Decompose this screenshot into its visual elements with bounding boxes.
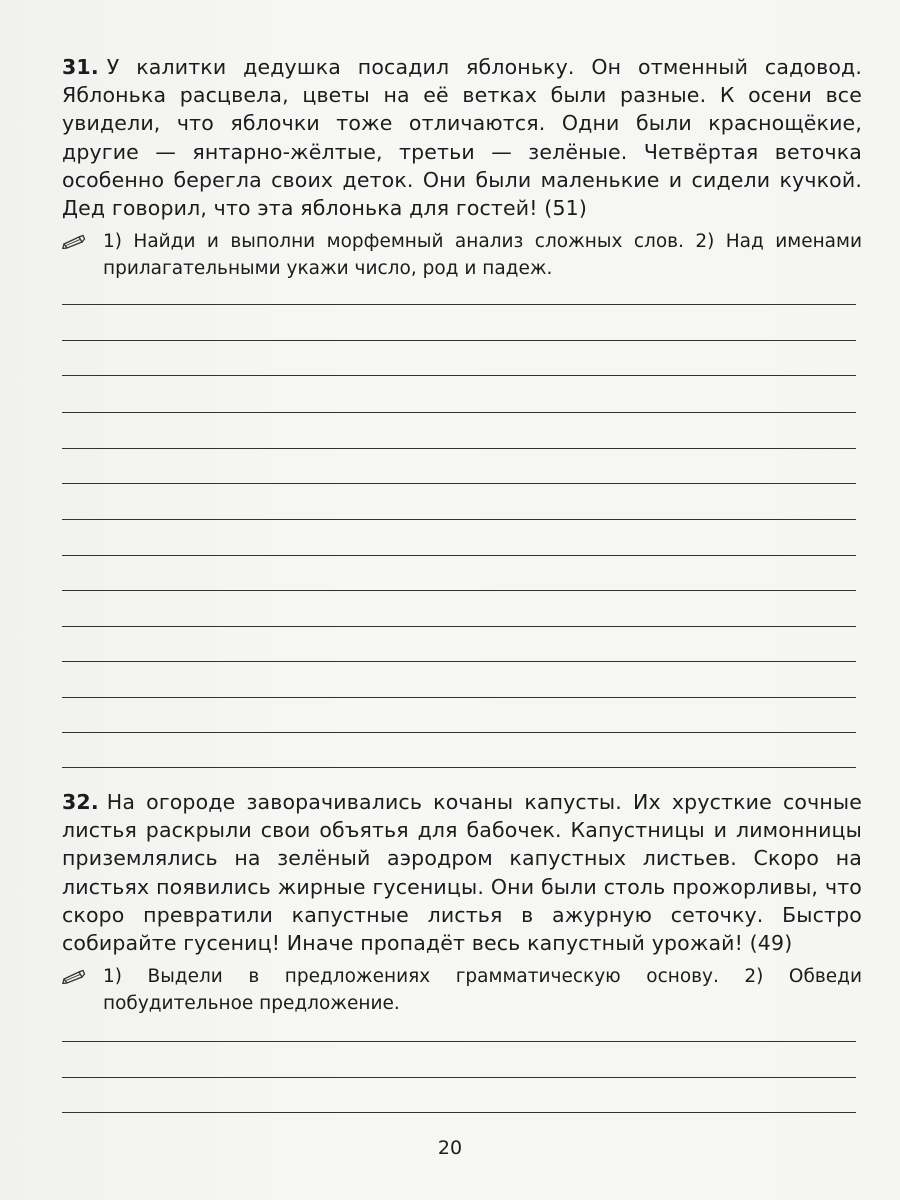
exercise-31 xyxy=(62,53,862,282)
exercise-32-number: 32. xyxy=(62,790,99,814)
exercise-31-number: 31. xyxy=(62,55,99,79)
writing-line[interactable] xyxy=(62,626,856,627)
writing-line[interactable] xyxy=(62,375,856,376)
exercise-32-task-text: 1) Выдели в предложениях грамматическую основу. 2) Обведи побудительное предложение. xyxy=(103,966,862,1015)
exercise-31-task-text: 1) Найди и выполни морфемный анализ сложных слов. 2) Над именами прилагательными укажи число, род и падеж. xyxy=(103,231,862,280)
exercise-32 xyxy=(62,788,862,1017)
writing-line[interactable] xyxy=(62,340,856,341)
writing-line[interactable] xyxy=(62,1077,856,1078)
exercise-31-body: У калитки дедушка посадил яблоньку. Он отменный садовод. Яблонька расцвела, цветы на её ветках были разные. К осени все увидели, что яблочки тоже отличаются. Одни были краснощёкие, другие — янтарно-жёлтые, третьи — зелёные. Четвёртая веточка особенно берегла своих деток. Они были маленькие и сидели кучкой. Дед говорил, что эта яблонька для гостей! (51) xyxy=(62,55,862,221)
writing-line[interactable] xyxy=(62,448,856,449)
writing-line[interactable] xyxy=(62,1041,856,1042)
pencil-icon xyxy=(62,233,86,249)
writing-line[interactable] xyxy=(62,483,856,484)
exercise-31-task xyxy=(62,228,862,282)
writing-line[interactable] xyxy=(62,555,856,556)
writing-line[interactable] xyxy=(62,412,856,413)
writing-line[interactable] xyxy=(62,732,856,733)
exercise-32-body: На огороде заворачивались кочаны капусты. Их хрусткие сочные листья раскрыли свои объятья для бабочек. Капустницы и лимонницы приземлялись на зелёный аэродром капустных листьев. Скоро на листьях появились жирные гусеницы. Они были столь прожорливы, что скоро превратили капустные листья в ажурную сеточку. Быстро собирайте гусениц! Иначе пропадёт весь капустный урожай! (49) xyxy=(62,790,862,956)
writing-line[interactable] xyxy=(62,661,856,662)
writing-line[interactable] xyxy=(62,1112,856,1113)
exercise-32-task xyxy=(62,963,862,1017)
writing-line[interactable] xyxy=(62,590,856,591)
writing-line[interactable] xyxy=(62,697,856,698)
writing-line[interactable] xyxy=(62,304,856,305)
page-number: 20 xyxy=(437,1137,463,1159)
exercise-32-text xyxy=(62,788,862,957)
exercise-31-text xyxy=(62,53,862,222)
writing-line[interactable] xyxy=(62,519,856,520)
pencil-icon xyxy=(62,968,86,984)
writing-line[interactable] xyxy=(62,767,856,768)
